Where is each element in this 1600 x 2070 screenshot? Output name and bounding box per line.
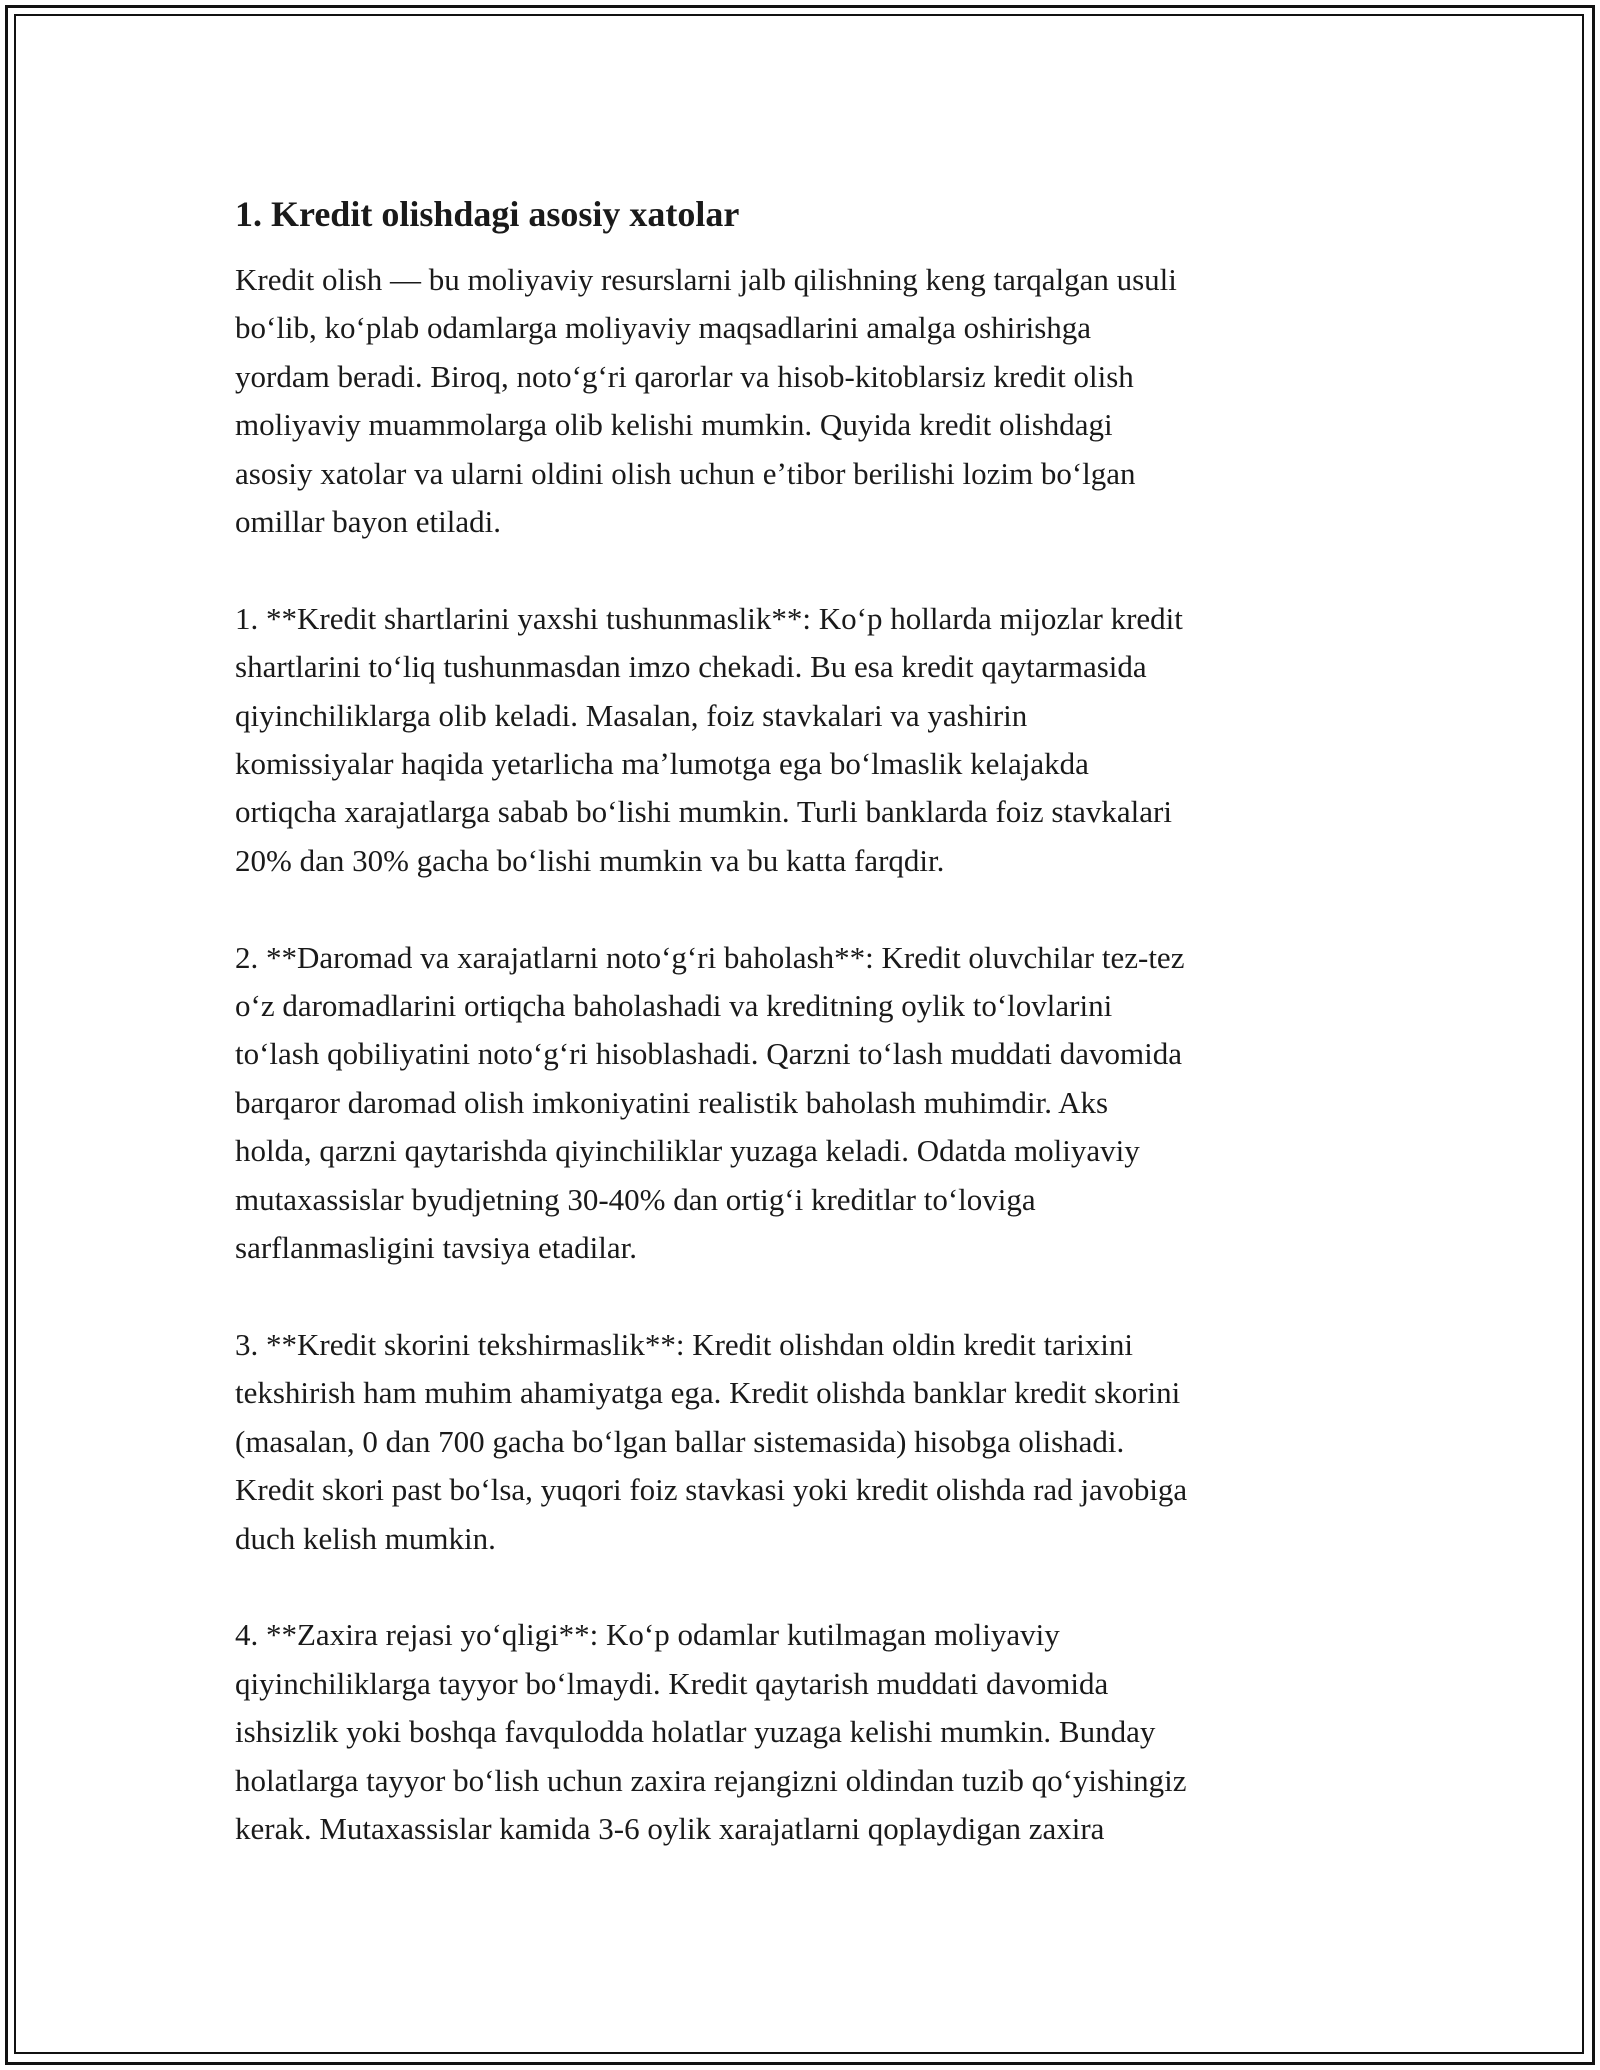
point-2-paragraph: 2. **Daromad va xarajatlarni notoʻgʻri baholash**: Kredit oluvchilar tez-tez oʻz daromadlarini ortiqcha baholashadi va kreditning oylik toʻlovlarini toʻlash qobiliyatini notoʻgʻri hisoblashadi. Qarzni toʻlash muddati davomida barqaror daromad olish imkoniyatini realistik baholash muhimdir. Aks holda, qarzni qaytarishda qiyinchiliklar yuzaga keladi. Odatda moliyaviy mutaxassislar byudjetning 30-40% dan ortigʻi kreditlar toʻloviga sarflanmasligini tavsiya etadilar. bbox=[235, 939, 1185, 1266]
point-1-paragraph: 1. **Kredit shartlarini yaxshi tushunmaslik**: Koʻp hollarda mijozlar kredit shartlarini toʻliq tushunmasdan imzo chekadi. Bu esa kredit qaytarmasida qiyinchiliklarga olib keladi. Masalan, foiz stavkalari va yashirin komissiyalar haqida yetarlicha maʼlumotga ega boʻlmaslik kelajakda ortiqcha xarajatlarga sabab boʻlishi mumkin. Turli banklarda foiz stavkalari 20% dan 30% gacha boʻlishi mumkin va bu katta farqdir. bbox=[235, 600, 1183, 878]
point-3-paragraph: 3. **Kredit skorini tekshirmaslik**: Kredit olishdan oldin kredit tarixini tekshirish ham muhim ahamiyatga ega. Kredit olishda banklar kredit skorini (masalan, 0 dan 700 gacha boʻlgan ballar sistemasida) hisobga olishadi. Kredit skori past boʻlsa, yuqori foiz stavkasi yoki kredit olishda rad javobiga duch kelish mumkin. bbox=[235, 1326, 1188, 1556]
point-4-paragraph: 4. **Zaxira rejasi yoʻqligi**: Koʻp odamlar kutilmagan moliyaviy qiyinchiliklarga tayyor boʻlmaydi. Kredit qaytarish muddati davomida ishsizlik yoki boshqa favqulodda holatlar yuzaga kelishi mumkin. Bunday holatlarga tayyor boʻlish uchun zaxira rejangizni oldindan tuzib qoʻyishingiz kerak. Mutaxassislar kamida 3-6 oylik xarajatlarni qoplaydigan zaxira bbox=[235, 1617, 1187, 1846]
intro-paragraph: Kredit olish — bu moliyaviy resurslarni jalb qilishning keng tarqalgan usuli boʻlib, koʻplab odamlarga moliyaviy maqsadlarini amalga oshirishga yordam beradi. Biroq, notoʻgʻri qarorlar va hisob-kitoblarsiz kredit olish moliyaviy muammolarga olib kelishi mumkin. Quyida kredit olishdagi asosiy xatolar va ularni oldini olish uchun eʼtibor berilishi lozim boʻlgan omillar bayon etiladi. bbox=[235, 262, 1177, 540]
document-body bbox=[235, 190, 1375, 1902]
document-heading: 1. Kredit olishdagi asosiy xatolar bbox=[235, 194, 740, 234]
